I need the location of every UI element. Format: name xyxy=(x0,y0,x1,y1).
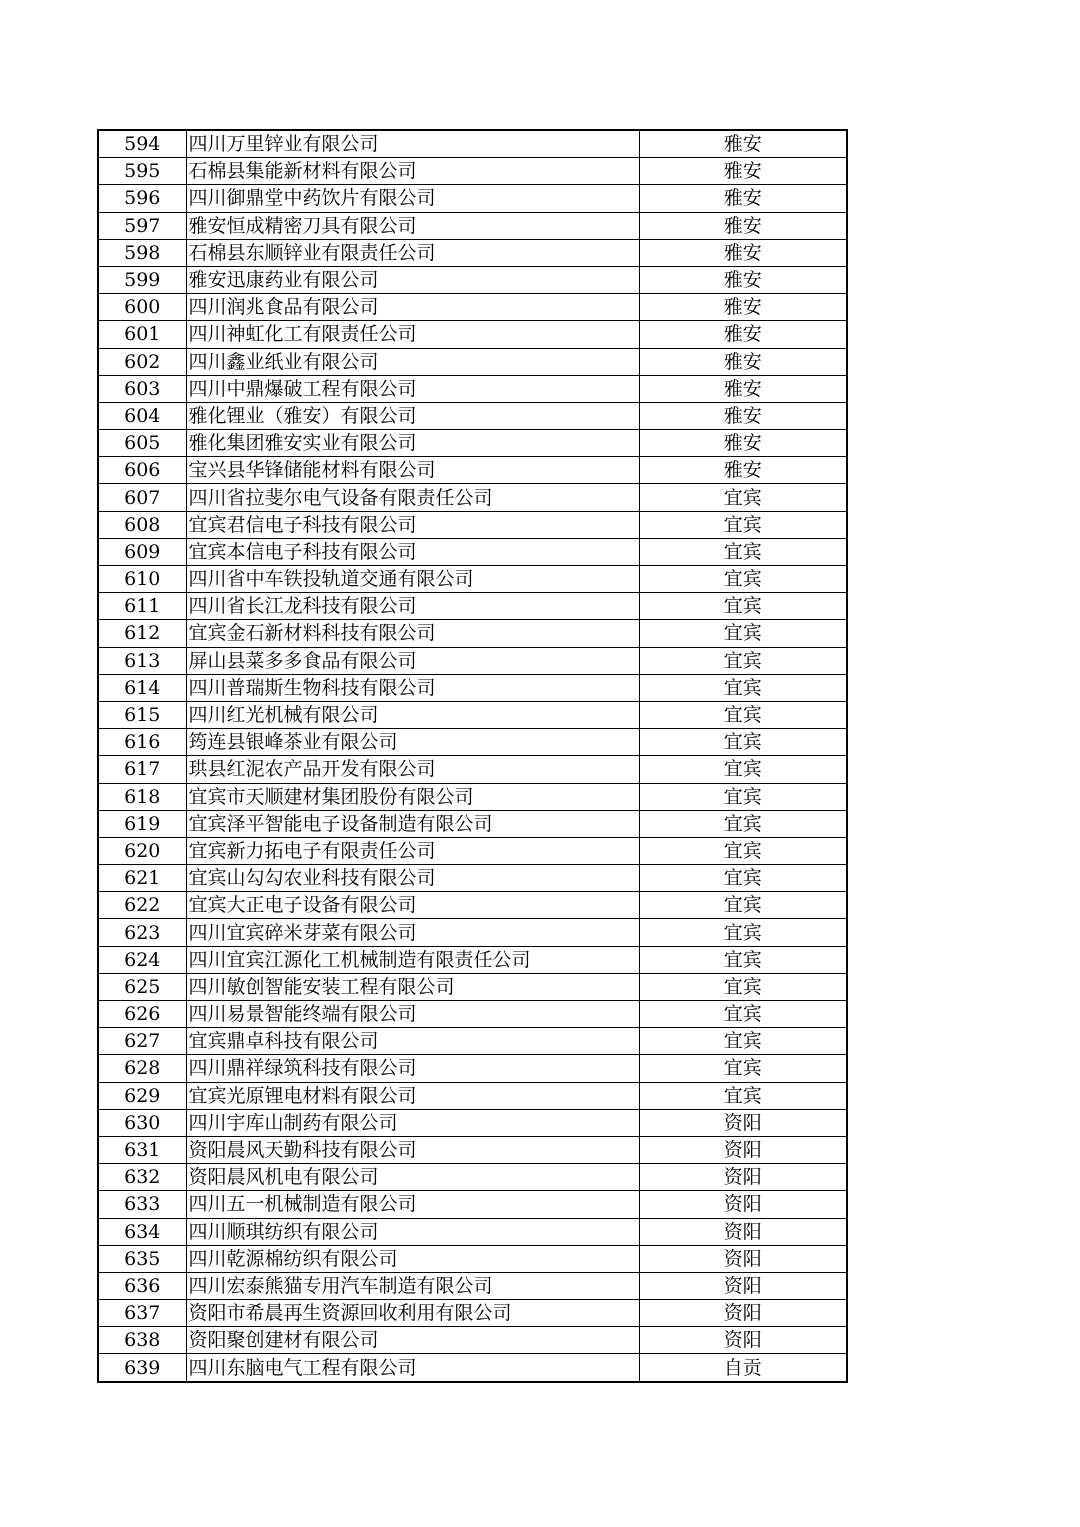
table-row xyxy=(98,321,847,348)
table-row xyxy=(98,810,847,837)
row-number-cell: 627 xyxy=(98,1028,186,1055)
company-name-cell: 宜宾金石新材料科技有限公司 xyxy=(186,620,639,647)
table-row xyxy=(98,1300,847,1327)
row-number-cell: 610 xyxy=(98,566,186,593)
company-name-cell: 四川乾源棉纺织有限公司 xyxy=(186,1245,639,1272)
table-row xyxy=(98,946,847,973)
table-row xyxy=(98,892,847,919)
city-cell: 资阳 xyxy=(639,1327,847,1354)
table-row xyxy=(98,212,847,239)
row-number-cell: 632 xyxy=(98,1164,186,1191)
company-name-cell: 雅化集团雅安实业有限公司 xyxy=(186,430,639,457)
row-number-cell: 611 xyxy=(98,593,186,620)
row-number-cell: 612 xyxy=(98,620,186,647)
company-name-cell: 雅安恒成精密刀具有限公司 xyxy=(186,212,639,239)
row-number-cell: 603 xyxy=(98,375,186,402)
company-name-cell: 石棉县集能新材料有限公司 xyxy=(186,158,639,185)
table-row xyxy=(98,1272,847,1299)
table-row xyxy=(98,1055,847,1082)
table-row xyxy=(98,375,847,402)
table-row xyxy=(98,1001,847,1028)
company-name-cell: 四川宇库山制药有限公司 xyxy=(186,1109,639,1136)
company-name-cell: 四川敏创智能安装工程有限公司 xyxy=(186,973,639,1000)
city-cell: 宜宾 xyxy=(639,919,847,946)
company-name-cell: 四川红光机械有限公司 xyxy=(186,701,639,728)
city-cell: 宜宾 xyxy=(639,1055,847,1082)
city-cell: 宜宾 xyxy=(639,810,847,837)
table-row xyxy=(98,1028,847,1055)
table-row xyxy=(98,1327,847,1354)
city-cell: 宜宾 xyxy=(639,674,847,701)
city-cell: 宜宾 xyxy=(639,484,847,511)
company-name-cell: 资阳晨风天勤科技有限公司 xyxy=(186,1136,639,1163)
city-cell: 宜宾 xyxy=(639,1001,847,1028)
row-number-cell: 622 xyxy=(98,892,186,919)
city-cell: 宜宾 xyxy=(639,593,847,620)
company-name-cell: 雅化锂业（雅安）有限公司 xyxy=(186,402,639,429)
row-number-cell: 601 xyxy=(98,321,186,348)
city-cell: 宜宾 xyxy=(639,756,847,783)
city-cell: 宜宾 xyxy=(639,1028,847,1055)
city-cell: 雅安 xyxy=(639,430,847,457)
table-row xyxy=(98,348,847,375)
company-name-cell: 资阳晨风机电有限公司 xyxy=(186,1164,639,1191)
company-name-cell: 四川省拉斐尔电气设备有限责任公司 xyxy=(186,484,639,511)
row-number-cell: 634 xyxy=(98,1218,186,1245)
table-row xyxy=(98,566,847,593)
table-body xyxy=(98,130,847,1382)
row-number-cell: 616 xyxy=(98,729,186,756)
table-row xyxy=(98,484,847,511)
company-name-cell: 宜宾本信电子科技有限公司 xyxy=(186,538,639,565)
city-cell: 宜宾 xyxy=(639,620,847,647)
row-number-cell: 614 xyxy=(98,674,186,701)
city-cell: 资阳 xyxy=(639,1164,847,1191)
company-name-cell: 四川易景智能终端有限公司 xyxy=(186,1001,639,1028)
company-name-cell: 四川鑫业纸业有限公司 xyxy=(186,348,639,375)
city-cell: 宜宾 xyxy=(639,973,847,1000)
table-row xyxy=(98,837,847,864)
company-name-cell: 四川宏泰熊猫专用汽车制造有限公司 xyxy=(186,1272,639,1299)
row-number-cell: 635 xyxy=(98,1245,186,1272)
row-number-cell: 626 xyxy=(98,1001,186,1028)
table-row xyxy=(98,402,847,429)
table-row xyxy=(98,130,847,158)
company-name-cell: 宜宾山勾勾农业科技有限公司 xyxy=(186,865,639,892)
city-cell: 资阳 xyxy=(639,1191,847,1218)
city-cell: 雅安 xyxy=(639,266,847,293)
row-number-cell: 605 xyxy=(98,430,186,457)
city-cell: 资阳 xyxy=(639,1218,847,1245)
city-cell: 资阳 xyxy=(639,1272,847,1299)
table-row xyxy=(98,511,847,538)
company-name-cell: 宜宾君信电子科技有限公司 xyxy=(186,511,639,538)
company-name-cell: 四川省中车铁投轨道交通有限公司 xyxy=(186,566,639,593)
row-number-cell: 619 xyxy=(98,810,186,837)
row-number-cell: 625 xyxy=(98,973,186,1000)
company-name-cell: 宜宾新力拓电子有限责任公司 xyxy=(186,837,639,864)
company-name-cell: 四川宜宾江源化工机械制造有限责任公司 xyxy=(186,946,639,973)
company-name-cell: 宜宾市天顺建材集团股份有限公司 xyxy=(186,783,639,810)
row-number-cell: 600 xyxy=(98,294,186,321)
city-cell: 自贡 xyxy=(639,1354,847,1382)
row-number-cell: 598 xyxy=(98,239,186,266)
row-number-cell: 620 xyxy=(98,837,186,864)
row-number-cell: 608 xyxy=(98,511,186,538)
city-cell: 雅安 xyxy=(639,239,847,266)
row-number-cell: 613 xyxy=(98,647,186,674)
table-row xyxy=(98,266,847,293)
table-row xyxy=(98,674,847,701)
city-cell: 雅安 xyxy=(639,294,847,321)
city-cell: 宜宾 xyxy=(639,538,847,565)
company-name-cell: 四川万里锌业有限公司 xyxy=(186,130,639,158)
table-row xyxy=(98,620,847,647)
row-number-cell: 628 xyxy=(98,1055,186,1082)
city-cell: 雅安 xyxy=(639,212,847,239)
city-cell: 宜宾 xyxy=(639,865,847,892)
company-name-cell: 四川润兆食品有限公司 xyxy=(186,294,639,321)
city-cell: 雅安 xyxy=(639,402,847,429)
table-row xyxy=(98,294,847,321)
row-number-cell: 630 xyxy=(98,1109,186,1136)
company-name-cell: 四川中鼎爆破工程有限公司 xyxy=(186,375,639,402)
company-name-cell: 宜宾光原锂电材料有限公司 xyxy=(186,1082,639,1109)
city-cell: 宜宾 xyxy=(639,892,847,919)
city-cell: 宜宾 xyxy=(639,729,847,756)
row-number-cell: 595 xyxy=(98,158,186,185)
city-cell: 宜宾 xyxy=(639,946,847,973)
company-name-cell: 四川御鼎堂中药饮片有限公司 xyxy=(186,185,639,212)
city-cell: 宜宾 xyxy=(639,647,847,674)
row-number-cell: 637 xyxy=(98,1300,186,1327)
row-number-cell: 618 xyxy=(98,783,186,810)
company-name-cell: 四川省长江龙科技有限公司 xyxy=(186,593,639,620)
company-name-cell: 宜宾泽平智能电子设备制造有限公司 xyxy=(186,810,639,837)
city-cell: 资阳 xyxy=(639,1136,847,1163)
table-row xyxy=(98,973,847,1000)
row-number-cell: 615 xyxy=(98,701,186,728)
row-number-cell: 624 xyxy=(98,946,186,973)
table-row xyxy=(98,593,847,620)
table-row xyxy=(98,457,847,484)
row-number-cell: 621 xyxy=(98,865,186,892)
company-name-cell: 资阳聚创建材有限公司 xyxy=(186,1327,639,1354)
row-number-cell: 597 xyxy=(98,212,186,239)
city-cell: 雅安 xyxy=(639,375,847,402)
city-cell: 宜宾 xyxy=(639,1082,847,1109)
company-name-cell: 宜宾大正电子设备有限公司 xyxy=(186,892,639,919)
row-number-cell: 638 xyxy=(98,1327,186,1354)
table-row xyxy=(98,158,847,185)
table-row xyxy=(98,1164,847,1191)
city-cell: 资阳 xyxy=(639,1245,847,1272)
company-name-cell: 筠连县银峰茶业有限公司 xyxy=(186,729,639,756)
row-number-cell: 629 xyxy=(98,1082,186,1109)
row-number-cell: 609 xyxy=(98,538,186,565)
company-list-table xyxy=(97,129,848,1383)
city-cell: 雅安 xyxy=(639,130,847,158)
table-row xyxy=(98,701,847,728)
table-row xyxy=(98,185,847,212)
company-name-cell: 四川五一机械制造有限公司 xyxy=(186,1191,639,1218)
table-row xyxy=(98,1136,847,1163)
company-name-cell: 雅安迅康药业有限公司 xyxy=(186,266,639,293)
table-row xyxy=(98,1218,847,1245)
city-cell: 资阳 xyxy=(639,1300,847,1327)
row-number-cell: 636 xyxy=(98,1272,186,1299)
row-number-cell: 596 xyxy=(98,185,186,212)
city-cell: 宜宾 xyxy=(639,566,847,593)
city-cell: 宜宾 xyxy=(639,701,847,728)
city-cell: 资阳 xyxy=(639,1109,847,1136)
city-cell: 雅安 xyxy=(639,348,847,375)
city-cell: 宜宾 xyxy=(639,837,847,864)
company-name-cell: 石棉县东顺锌业有限责任公司 xyxy=(186,239,639,266)
city-cell: 宜宾 xyxy=(639,511,847,538)
row-number-cell: 639 xyxy=(98,1354,186,1382)
row-number-cell: 623 xyxy=(98,919,186,946)
table-row xyxy=(98,865,847,892)
table-row xyxy=(98,1245,847,1272)
row-number-cell: 594 xyxy=(98,130,186,158)
city-cell: 雅安 xyxy=(639,158,847,185)
table-row xyxy=(98,756,847,783)
city-cell: 宜宾 xyxy=(639,783,847,810)
table-row xyxy=(98,1109,847,1136)
company-name-cell: 屏山县菜多多食品有限公司 xyxy=(186,647,639,674)
table-row xyxy=(98,1354,847,1382)
company-name-cell: 四川神虹化工有限责任公司 xyxy=(186,321,639,348)
row-number-cell: 604 xyxy=(98,402,186,429)
row-number-cell: 607 xyxy=(98,484,186,511)
table-row xyxy=(98,430,847,457)
row-number-cell: 606 xyxy=(98,457,186,484)
table-row xyxy=(98,1191,847,1218)
row-number-cell: 631 xyxy=(98,1136,186,1163)
table-row xyxy=(98,729,847,756)
row-number-cell: 599 xyxy=(98,266,186,293)
table-row xyxy=(98,1082,847,1109)
row-number-cell: 617 xyxy=(98,756,186,783)
row-number-cell: 602 xyxy=(98,348,186,375)
table-row xyxy=(98,239,847,266)
table-row xyxy=(98,919,847,946)
company-name-cell: 四川鼎祥绿筑科技有限公司 xyxy=(186,1055,639,1082)
company-name-cell: 四川东脑电气工程有限公司 xyxy=(186,1354,639,1382)
company-name-cell: 资阳市希晨再生资源回收利用有限公司 xyxy=(186,1300,639,1327)
company-name-cell: 珙县红泥农产品开发有限公司 xyxy=(186,756,639,783)
table-row xyxy=(98,783,847,810)
city-cell: 雅安 xyxy=(639,185,847,212)
row-number-cell: 633 xyxy=(98,1191,186,1218)
company-name-cell: 四川普瑞斯生物科技有限公司 xyxy=(186,674,639,701)
table-row xyxy=(98,538,847,565)
city-cell: 雅安 xyxy=(639,321,847,348)
company-name-cell: 四川宜宾碎米芽菜有限公司 xyxy=(186,919,639,946)
company-name-cell: 宜宾鼎卓科技有限公司 xyxy=(186,1028,639,1055)
company-name-cell: 四川顺琪纺织有限公司 xyxy=(186,1218,639,1245)
company-name-cell: 宝兴县华锋储能材料有限公司 xyxy=(186,457,639,484)
table-row xyxy=(98,647,847,674)
city-cell: 雅安 xyxy=(639,457,847,484)
